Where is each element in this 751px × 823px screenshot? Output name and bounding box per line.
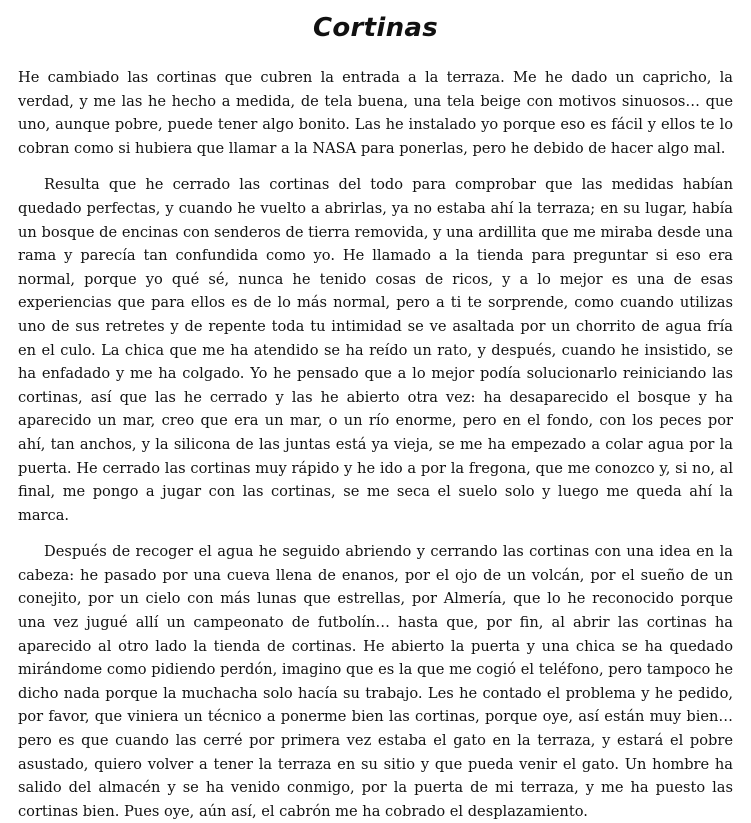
paragraph: Después de recoger el agua he seguido abriendo y cerrando las cortinas con una idea en la cabeza: he pasado por una cueva llena de enanos, por el ojo de un volcán, por el sueño de un conejito, por un cielo con más lunas que estrellas, por Almería, que lo he reconocido porque una vez jugué allí un campeonato de futbolín… hasta que, por fin, al abrir las cortinas ha aparecido al otro lado la tienda de cortinas. He abierto la puerta y una chica se ha quedado mirándome como pidiendo perdón, imagino que es la que me cogió el teléfono, pero tampoco he dicho nada porque la muchacha solo hacía su trabajo. Les he contado el problema y he pedido, por favor, que viniera un técnico a ponerme bien las cortinas, porque oye, así están muy bien… pero es que cuando las cerré por primera vez estaba el gato en la terraza, y estará el pobre asustado, quiero volver a tener la terraza en su sitio y que pueda venir el gato. Un hombre ha salido del almacén y se ha venido conmigo, por la puerta de mi terraza, y me ha puesto las cortinas bien. Pues oye, aún así, el cabrón me ha cobrado el desplazamiento. xyxy=(18,543,733,820)
document-body xyxy=(18,66,733,823)
paragraph: He cambiado las cortinas que cubren la entrada a la terraza. Me he dado un capricho, la verdad, y me las he hecho a medida, de tela buena, una tela beige con motivos sinuosos… que uno, aunque pobre, puede tener algo bonito. Las he instalado yo porque eso es fácil y ellos te lo cobran como si hubiera que llamar a la NASA para ponerlas, pero he debido de hacer algo mal. xyxy=(18,69,733,157)
paragraph: Resulta que he cerrado las cortinas del todo para comprobar que las medidas habían quedado perfectas, y cuando he vuelto a abrirlas, ya no estaba ahí la terraza; en su lugar, había un bosque de encinas con senderos de tierra removida, y una ardillita que me miraba desde una rama y parecía tan confundida como yo. He llamado a la tienda para preguntar si eso era normal, porque yo qué sé, nunca he tenido cosas de ricos, y a lo mejor es una de esas experiencias que para ellos es de lo más normal, pero a ti te sorprende, como cuando utilizas uno de sus retretes y de repente toda tu intimidad se ve asaltada por un chorrito de agua fría en el culo. La chica que me ha atendido se ha reído un rato, y después, cuando he insistido, se ha enfadado y me ha colgado. Yo he pensado que a lo mejor podía solucionarlo reiniciando las cortinas, así que las he cerrado y las he abierto otra vez: ha desaparecido el bosque y ha aparecido un mar, creo que era un mar, o un río enorme, pero en el fondo, con los peces por ahí, tan anchos, y la silicona de las juntas está ya vieja, se me ha empezado a colar agua por la puerta. He cerrado las cortinas muy rápido y he ido a por la fregona, que me conozco y, si no, al final, me pongo a jugar con las cortinas, se me seca el suelo solo y luego me queda ahí la marca. xyxy=(18,176,733,524)
document-title: Cortinas xyxy=(312,13,439,43)
